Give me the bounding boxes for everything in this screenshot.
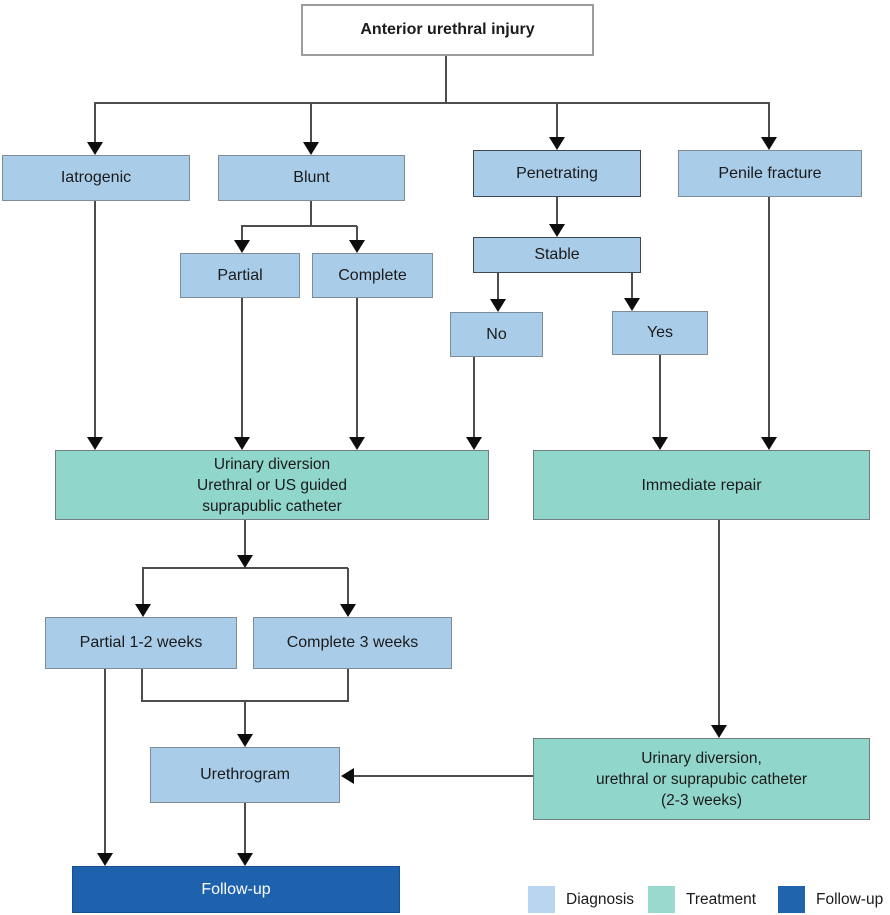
diversion-line-1: Urinary diversion (213, 455, 331, 473)
connector-delayed-diversion-to-urethrogram (354, 775, 533, 777)
node-immediate-repair: Immediate repair (533, 450, 870, 520)
node-urinary-diversion-delayed (533, 738, 870, 820)
arrowhead-into-partial-weeks (135, 604, 151, 617)
arrowhead-into-delayed-diversion (711, 725, 727, 738)
connector-partial-weeks-to-followup (104, 669, 106, 855)
connector-blunt-stem (310, 200, 312, 227)
diversion-line-2: Urethral or US guided (197, 476, 347, 494)
arrowhead-into-iatrogenic (87, 142, 103, 155)
arrowhead-into-no (490, 299, 506, 312)
arrowhead-diversion-from-iatrogenic (87, 437, 103, 450)
legend-item-follow-up (778, 886, 883, 913)
arrowhead-into-blunt (303, 142, 319, 155)
arrowhead-followup-from-partial-weeks (97, 853, 113, 866)
legend-label-diagnosis: Diagnosis (566, 890, 635, 908)
connector-complete-weeks-merge (347, 669, 349, 702)
arrowhead-diversion-from-partial (234, 437, 250, 450)
legend-label-treatment: Treatment (686, 890, 757, 908)
arrowhead-into-urethrogram-top (237, 734, 253, 747)
delayed-diversion-line-3: (2-3 weeks) (661, 791, 742, 809)
connector-immediate-to-delayed-diversion (718, 520, 720, 727)
arrowhead-immediate-from-yes (652, 437, 668, 450)
node-anterior-urethral-injury: Anterior urethral injury (301, 4, 594, 56)
node-urinary-diversion-delayed-label (596, 748, 807, 811)
legend-swatch-treatment (648, 886, 675, 913)
connector-drop-partial-weeks (142, 568, 144, 606)
diversion-line-3: suprapublic catheter (202, 497, 342, 515)
connector-partial-weeks-merge (141, 669, 143, 702)
node-blunt: Blunt (218, 155, 405, 201)
connector-drop-penile-fracture (768, 103, 770, 139)
connector-blunt-split (241, 225, 357, 227)
connector-diversion-stem (244, 520, 246, 557)
arrowhead-weeks-split (237, 555, 253, 568)
node-iatrogenic: Iatrogenic (2, 155, 190, 201)
connector-stable-to-no (497, 272, 499, 301)
node-yes: Yes (612, 311, 708, 355)
legend-item-diagnosis (528, 886, 634, 913)
node-urinary-diversion-initial (55, 450, 489, 520)
arrowhead-into-complete-weeks (340, 604, 356, 617)
node-penetrating: Penetrating (473, 150, 641, 197)
arrowhead-immediate-from-penile (761, 437, 777, 450)
connector-no-to-diversion (473, 357, 475, 439)
connector-complete-to-diversion (356, 298, 358, 439)
connector-penile-to-immediate-repair (768, 196, 770, 439)
node-urethrogram: Urethrogram (150, 747, 340, 803)
legend-item-treatment (648, 886, 756, 913)
connector-drop-iatrogenic (94, 103, 96, 144)
arrowhead-diversion-from-complete (349, 437, 365, 450)
connector-drop-complete-weeks (347, 568, 349, 606)
arrowhead-diversion-from-no (466, 437, 482, 450)
arrowhead-into-partial (234, 240, 250, 253)
node-partial-1-2-weeks: Partial 1-2 weeks (45, 617, 237, 669)
arrowhead-into-stable (549, 224, 565, 237)
arrowhead-into-penile-fracture (761, 137, 777, 150)
connector-stable-to-yes (631, 272, 633, 301)
connector-drop-penetrating (556, 103, 558, 139)
node-follow-up: Follow-up (72, 866, 400, 913)
connector-merge-to-urethrogram (244, 701, 246, 736)
connector-yes-to-immediate-repair (659, 355, 661, 439)
connector-penetrating-to-stable (556, 196, 558, 226)
connector-urethrogram-to-followup (244, 802, 246, 855)
node-urinary-diversion-initial-label (197, 454, 347, 517)
node-complete: Complete (312, 253, 433, 298)
connector-drop-blunt (310, 103, 312, 144)
node-penile-fracture: Penile fracture (678, 150, 862, 197)
arrowhead-into-complete (349, 240, 365, 253)
arrowhead-followup-from-urethrogram (237, 853, 253, 866)
node-no: No (450, 312, 543, 357)
legend-label-follow-up: Follow-up (816, 890, 884, 908)
connector-root-stem (445, 52, 447, 103)
arrowhead-into-penetrating (549, 137, 565, 150)
legend-swatch-diagnosis (528, 886, 555, 913)
connector-partial-to-diversion (241, 298, 243, 439)
node-complete-3-weeks: Complete 3 weeks (253, 617, 452, 669)
legend-swatch-follow-up (778, 886, 805, 913)
arrowhead-into-urethrogram-right (341, 768, 354, 784)
delayed-diversion-line-2: urethral or suprapubic catheter (595, 770, 808, 788)
connector-iatrogenic-to-diversion (94, 200, 96, 439)
delayed-diversion-line-1: Urinary diversion, (641, 749, 762, 767)
arrowhead-into-yes (624, 298, 640, 311)
connector-top-branch (94, 102, 770, 104)
node-partial: Partial (180, 253, 300, 298)
node-stable: Stable (473, 237, 641, 273)
